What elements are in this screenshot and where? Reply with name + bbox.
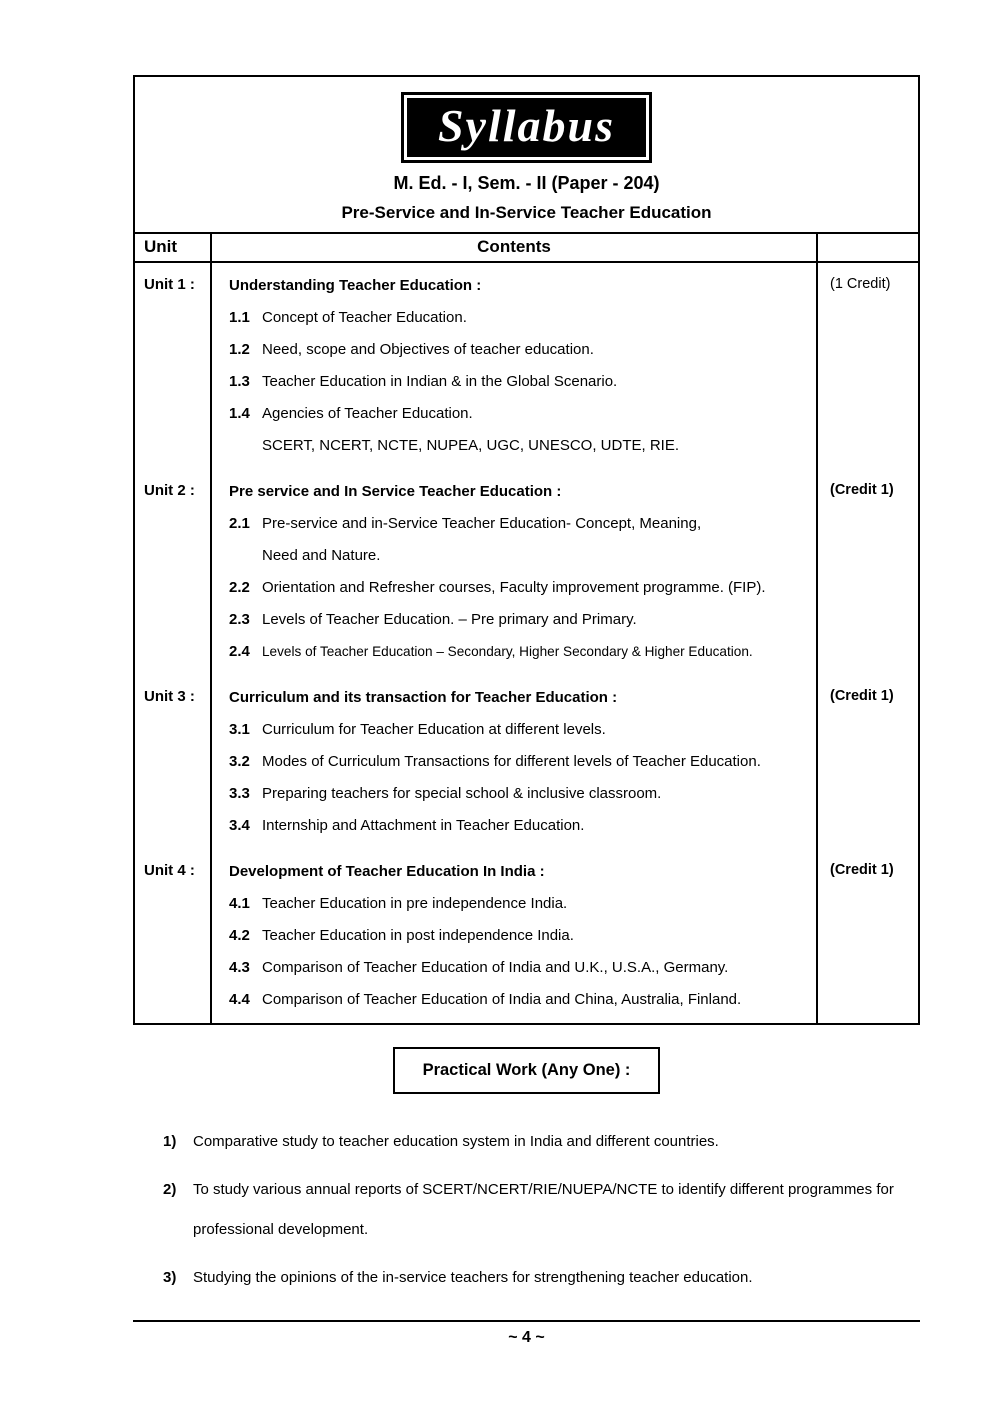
syllabus-item: [229, 308, 808, 327]
practical-work-heading-box: [393, 1047, 661, 1094]
item-text: Agencies of Teacher Education.: [262, 405, 473, 423]
item-text: Teacher Education in pre independence India.: [262, 895, 568, 913]
unit-credit: (Credit 1): [830, 862, 894, 879]
item-number: 1.1: [229, 309, 250, 327]
syllabus-logo-text: Syllabus: [437, 100, 616, 151]
footer-divider: [133, 1320, 920, 1322]
practical-work-heading: Practical Work (Any One) :: [422, 1061, 631, 1080]
unit-contents: [210, 849, 818, 1023]
unit-column-header: Unit: [144, 237, 178, 257]
syllabus-table: [133, 75, 920, 1025]
item-text: Need, scope and Objectives of teacher education.: [262, 341, 594, 359]
item-text: Levels of Teacher Education. – Pre primary and Primary.: [262, 611, 637, 629]
item-number: 2.2: [229, 579, 250, 597]
item-number: 2.3: [229, 611, 250, 629]
item-number: 1.2: [229, 341, 250, 359]
unit-heading: Pre service and In Service Teacher Education :: [229, 483, 562, 501]
item-text: Modes of Curriculum Transactions for different levels of Teacher Education.: [262, 753, 761, 771]
course-title: Pre-Service and In-Service Teacher Education: [341, 203, 712, 223]
item-text: Teacher Education in Indian & in the Global Scenario.: [262, 373, 618, 391]
unit-heading: Curriculum and its transaction for Teacher Education :: [229, 689, 618, 707]
item-number: 2.4: [229, 643, 250, 661]
title-section: [135, 77, 918, 223]
credits-column-header: [818, 234, 918, 261]
syllabus-item: [229, 340, 808, 359]
item-continuation: Need and Nature.: [262, 547, 381, 565]
syllabus-item: [229, 610, 808, 629]
item-number: 3.2: [229, 753, 250, 771]
item-text: Pre-service and in-Service Teacher Education- Concept, Meaning,: [262, 515, 702, 533]
contents-column-header: Contents: [210, 234, 818, 261]
item-text: Preparing teachers for special school & inclusive classroom.: [262, 785, 662, 803]
item-text: Internship and Attachment in Teacher Education.: [262, 817, 585, 835]
unit-credit: (Credit 1): [830, 688, 894, 705]
syllabus-item: [229, 926, 808, 945]
page-content: [133, 75, 920, 1347]
item-continuation: SCERT, NCERT, NCTE, NUPEA, UGC, UNESCO, UDTE, RIE.: [262, 437, 680, 455]
item-text: Curriculum for Teacher Education at different levels.: [262, 721, 606, 739]
syllabus-item: [229, 404, 808, 423]
syllabus-item: [229, 894, 808, 913]
item-text: Comparison of Teacher Education of India and China, Australia, Finland.: [262, 991, 742, 1009]
syllabus-item: [229, 720, 808, 739]
item-number: 1.3: [229, 373, 250, 391]
syllabus-item: [229, 642, 808, 661]
practical-item: [133, 1170, 920, 1250]
item-number: 2.1: [229, 515, 250, 533]
unit-heading: Understanding Teacher Education :: [229, 277, 482, 295]
syllabus-item: [229, 514, 808, 533]
table-header-row: [135, 232, 918, 263]
syllabus-item: [229, 372, 808, 391]
unit-label: Unit 4 :: [144, 862, 195, 880]
unit-label: Unit 1 :: [144, 276, 195, 294]
practical-item-text: Comparative study to teacher education system in India and different countries.: [193, 1133, 719, 1151]
item-number: 3.3: [229, 785, 250, 803]
practical-work-list: [133, 1122, 920, 1298]
item-text: Teacher Education in post independence India.: [262, 927, 574, 945]
practical-item: [133, 1258, 920, 1298]
practical-item-number: 3): [163, 1269, 177, 1287]
unit-credit: (1 Credit): [830, 276, 891, 293]
syllabus-item: [229, 958, 808, 977]
table-body: [135, 263, 918, 1023]
syllabus-item: [229, 578, 808, 597]
item-number: 4.3: [229, 959, 250, 977]
item-number: 4.2: [229, 927, 250, 945]
paper-title: M. Ed. - I, Sem. - II (Paper - 204): [393, 173, 660, 194]
unit-contents: [210, 469, 818, 675]
syllabus-item: [229, 816, 808, 835]
item-text: Concept of Teacher Education.: [262, 309, 467, 327]
item-text: Orientation and Refresher courses, Faculty improvement programme. (FIP).: [262, 579, 766, 597]
unit-heading: Development of Teacher Education In India :: [229, 863, 545, 881]
unit-contents: [210, 263, 818, 469]
item-number: 4.4: [229, 991, 250, 1009]
item-number: 3.4: [229, 817, 250, 835]
syllabus-logo: [401, 92, 652, 163]
unit-contents: [210, 675, 818, 849]
practical-item-text: To study various annual reports of SCERT/NCERT/RIE/NUEPA/NCTE to identify different programmes for professional development.: [193, 1181, 894, 1239]
practical-item-number: 2): [163, 1181, 177, 1199]
unit-label: Unit 2 :: [144, 482, 195, 500]
item-text: Levels of Teacher Education – Secondary, Higher Secondary & Higher Education.: [262, 644, 753, 660]
item-number: 1.4: [229, 405, 250, 423]
item-number: 3.1: [229, 721, 250, 739]
unit-credit: (Credit 1): [830, 482, 894, 499]
practical-item-number: 1): [163, 1133, 177, 1151]
syllabus-item: [229, 990, 808, 1009]
page-number: ~ 4 ~: [508, 1329, 545, 1347]
syllabus-item: [229, 752, 808, 771]
item-number: 4.1: [229, 895, 250, 913]
practical-item-text: Studying the opinions of the in-service teachers for strengthening teacher education.: [193, 1269, 753, 1287]
practical-item: [133, 1122, 920, 1162]
syllabus-item: [229, 784, 808, 803]
unit-label: Unit 3 :: [144, 688, 195, 706]
item-text: Comparison of Teacher Education of India and U.K., U.S.A., Germany.: [262, 959, 729, 977]
